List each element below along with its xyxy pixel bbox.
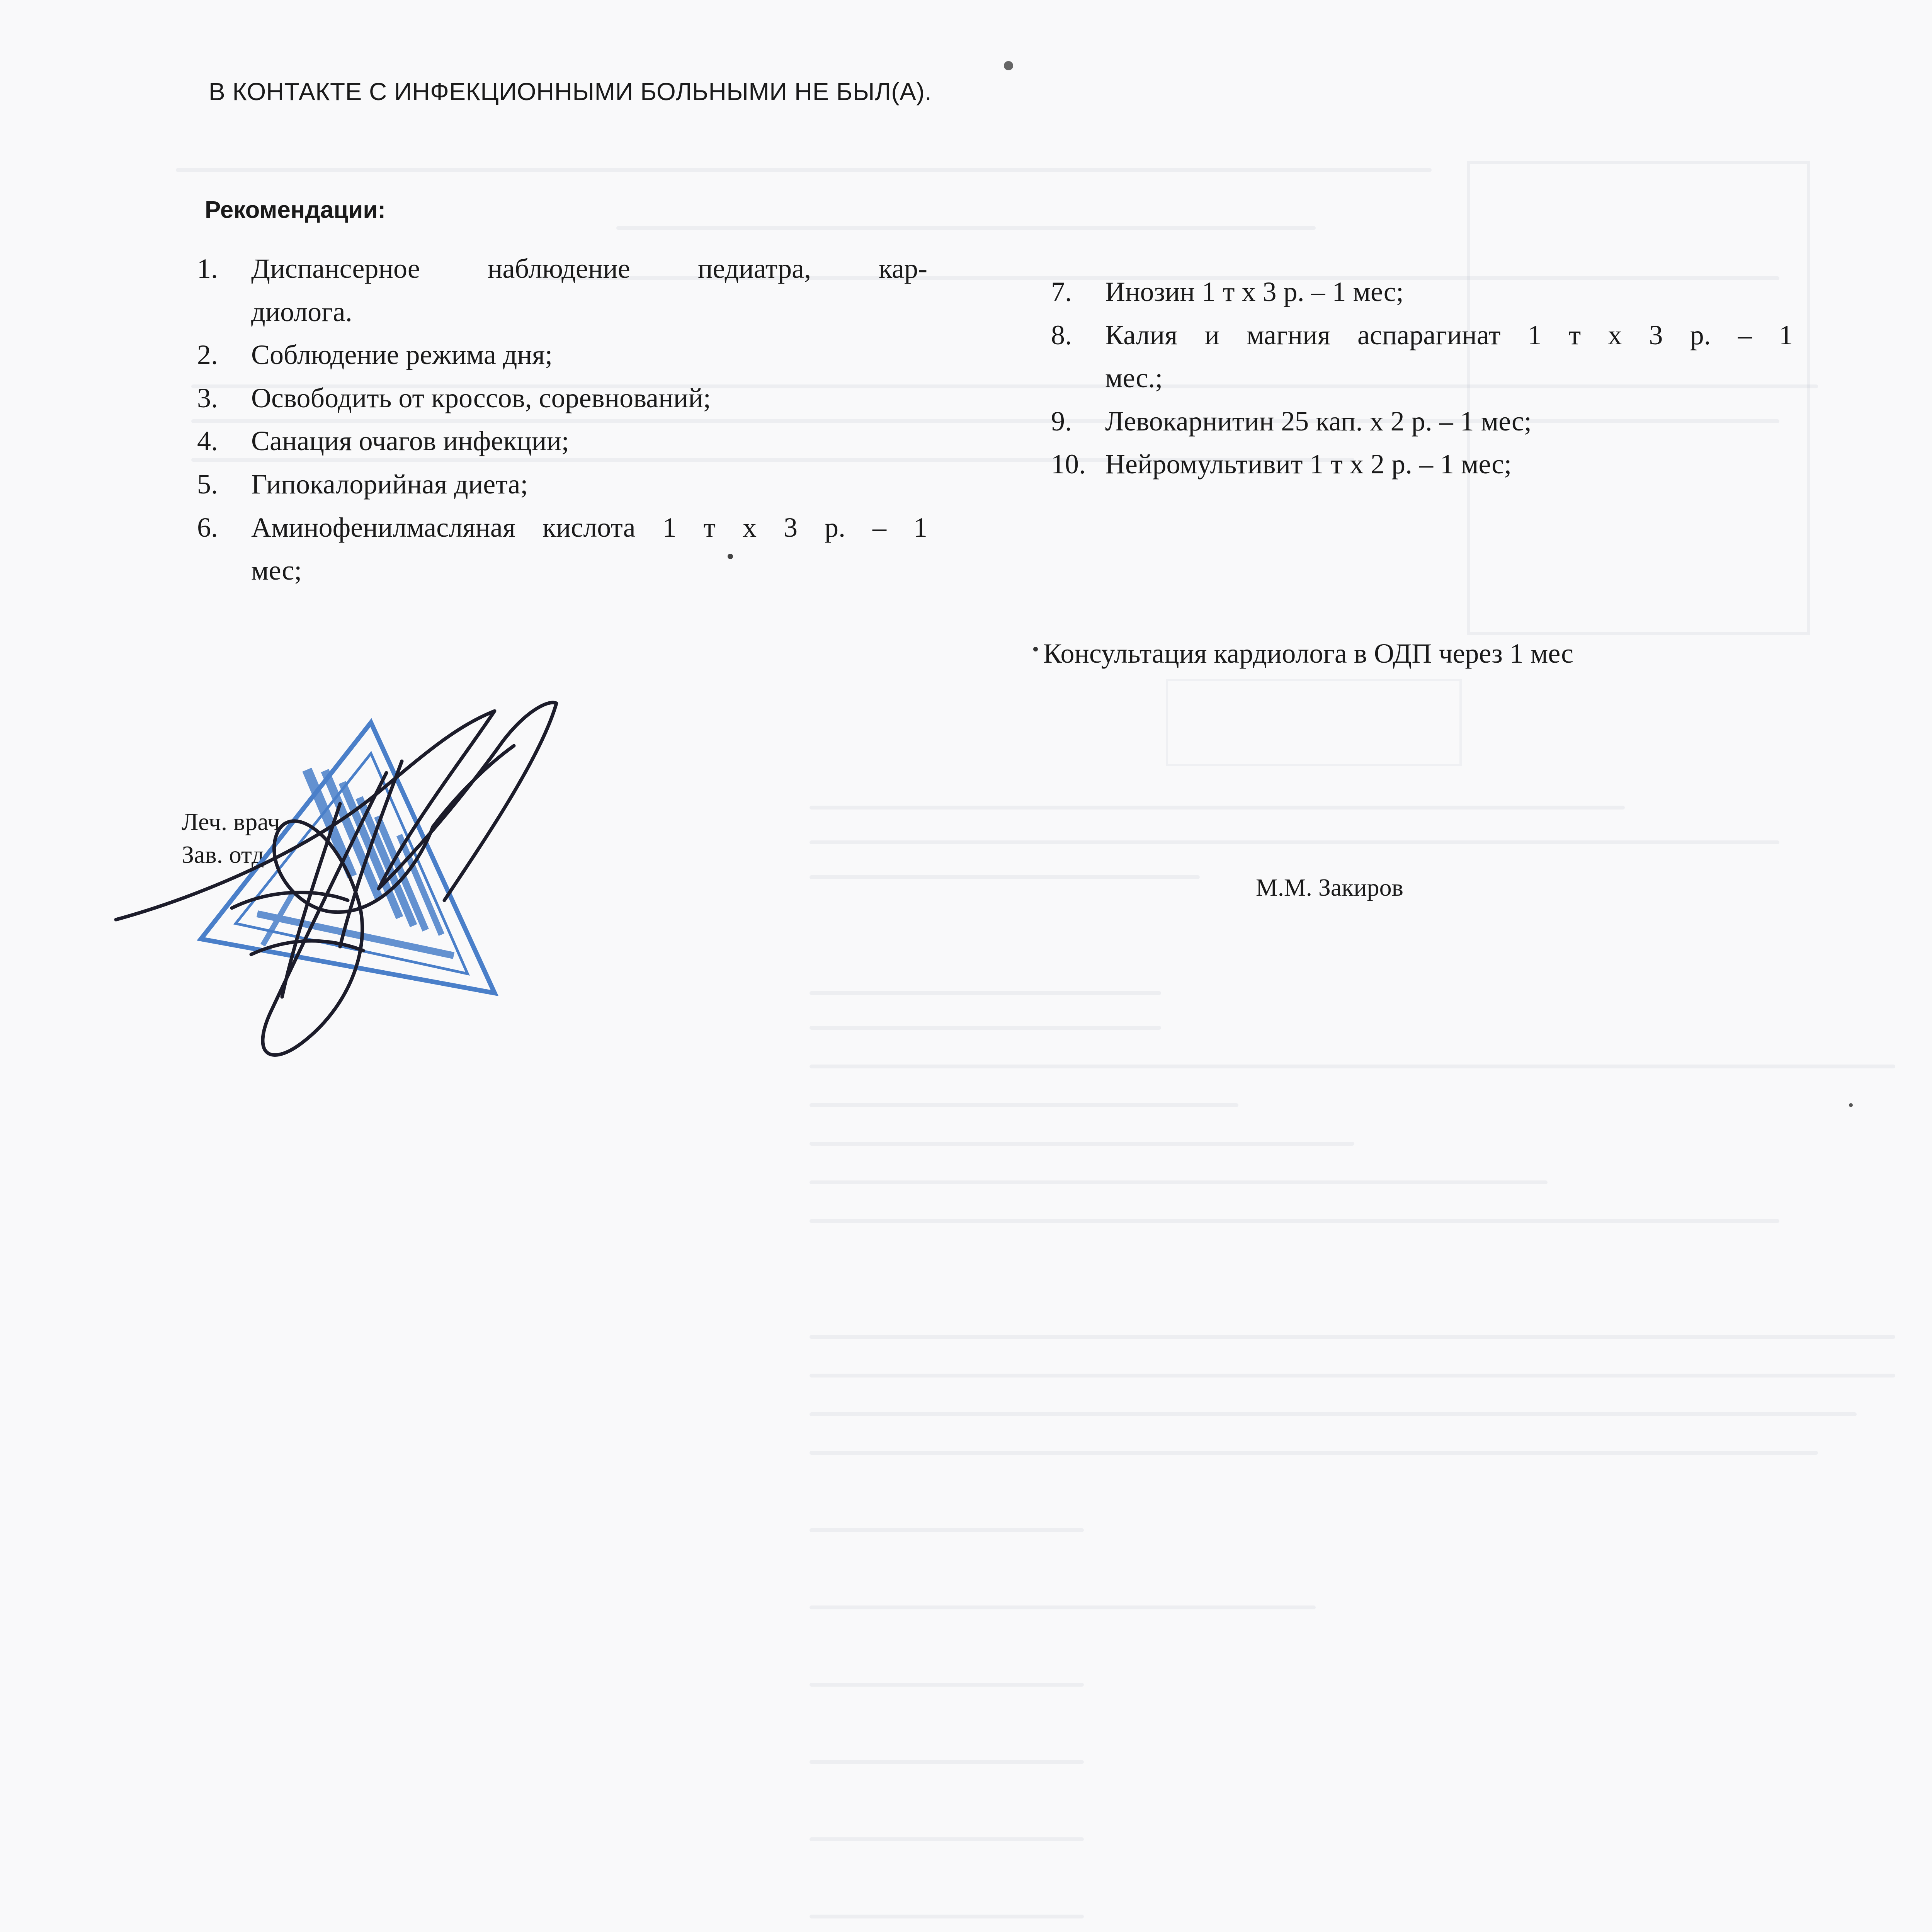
item-text-continuation: мес.;	[1105, 362, 1163, 394]
item-number: 10.	[1051, 449, 1086, 480]
item-text: Диспансерное наблюдение педиатра, кар-	[251, 253, 927, 284]
item-number: 7.	[1051, 276, 1072, 307]
cardiologist-consultation: Консультация кардиолога в ОДП через 1 мес	[1043, 638, 1574, 669]
item-text: Освободить от кроссов, соревнований;	[251, 382, 711, 413]
item-text: Гипокалорийная диета;	[251, 468, 528, 500]
item-number: 1.	[197, 253, 218, 284]
item-number: 6.	[197, 512, 218, 543]
item-number: 9.	[1051, 405, 1072, 437]
doctor-name: М.М. Закиров	[1256, 874, 1403, 901]
item-text-continuation: мес;	[251, 555, 302, 586]
item-number: 5.	[197, 468, 218, 500]
item-number: 3.	[197, 382, 218, 413]
item-text: Инозин 1 т х 3 р. – 1 мес;	[1105, 276, 1404, 307]
item-number: 8.	[1051, 319, 1072, 350]
department-head-label: Зав. отд.	[182, 841, 270, 868]
item-text: Калия и магния аспарагинат 1 т х 3 р. – 1	[1105, 319, 1793, 350]
item-text: Аминофенилмасляная кислота 1 т х 3 р. – 1	[251, 512, 927, 543]
item-text: Левокарнитин 25 кап. х 2 р. – 1 мес;	[1105, 405, 1532, 437]
recommendations-heading: Рекомендации:	[205, 197, 386, 223]
item-text: Соблюдение режима дня;	[251, 339, 553, 371]
attending-doctor-label: Леч. врач	[182, 808, 280, 835]
item-text: Нейромультивит 1 т х 2 р. – 1 мес;	[1105, 449, 1512, 480]
item-number: 4.	[197, 425, 218, 457]
item-text: Санация очагов инфекции;	[251, 425, 569, 457]
infection-contact-note: В КОНТАКТЕ С ИНФЕКЦИОННЫМИ БОЛЬНЫМИ НЕ БЫЛ(А).	[209, 78, 932, 105]
item-number: 2.	[197, 339, 218, 371]
item-text-continuation: диолога.	[251, 296, 352, 327]
